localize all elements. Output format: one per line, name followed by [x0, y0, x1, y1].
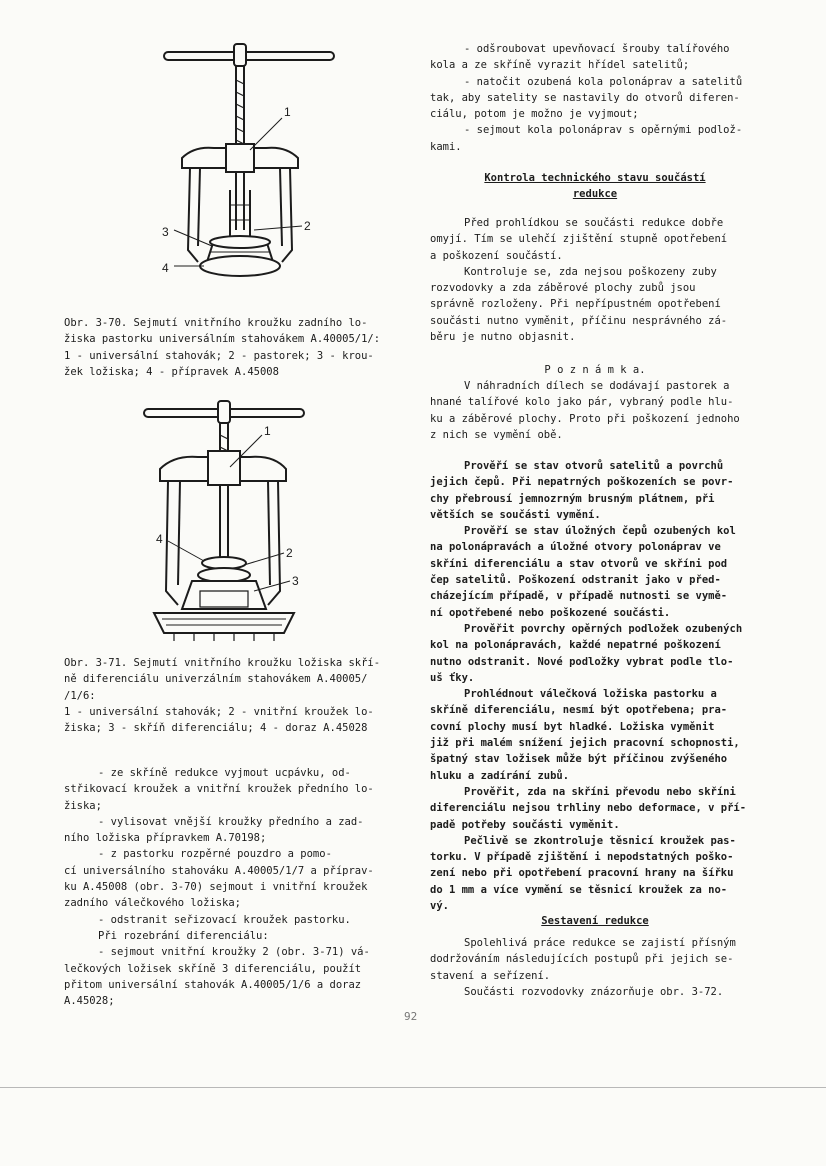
paragraph: Prověřit povrchy opěrných podložek ozubených kol na polonápravách, každé nepatrné poškození nutno odstranit. Nové podložky vybrat podle tlo- uš ťky.	[430, 622, 743, 684]
paragraph: - odšroubovat upevňovací šrouby talířového kola a ze skříně vyrazit hřídel satelitů;	[430, 43, 730, 72]
figure-3-70-puller-drawing	[154, 40, 394, 290]
figure-3-70-label-2: 2	[304, 219, 311, 233]
paragraph: Součásti rozvodovky znázorňuje obr. 3-72.	[464, 985, 724, 998]
figure-3-70-caption	[64, 315, 394, 380]
figure-3-71-label-4: 4	[156, 532, 163, 546]
caption-line: žiska pastorku universálním stahovákem A.40005/1/:	[64, 333, 381, 346]
section-heading: Kontrola technického stavu součástí redukce	[484, 172, 706, 201]
paragraph: Pečlivě se zkontroluje těsnicí kroužek pas- torku. V případě zjištění i nepodstatných poško- zení nebo při opotřebení pracovní hrany na šířku do 1 mm a více vymění se těsnicí kroužek za no- vý.	[430, 834, 736, 913]
left-body-text	[64, 765, 394, 1009]
caption-line: 1 - universální stahovák; 2 - vnitřní kroužek lo-	[64, 705, 374, 718]
caption-line: ně diferenciálu univerzálním stahovákem A.40005/	[64, 673, 368, 686]
note-text: V náhradních dílech se dodávají pastorek a hnané talířové kolo jako pár, vybraný podle hlu- ku a záběrové plochy. Proto při poškození jednoho z nich se vymění obě.	[430, 380, 740, 441]
paragraph: Prověří se stav otvorů satelitů a povrchů jejich čepů. Při nepatrných poškozeních se povr- chy přebrousí jemnozrným brusným plátnem, při větších se součásti vymění.	[430, 460, 734, 521]
figure-3-70-label-1: 1	[284, 105, 291, 119]
paragraph: - ze skříně redukce vyjmout ucpávku, od- střikovací kroužek a vnitřní kroužek předního lo- žiska;	[64, 767, 374, 812]
paragraph: - vylisovat vnější kroužky předního a zad- ního ložiska přípravkem A.70198;	[64, 815, 364, 845]
figure-3-71-label-3: 3	[292, 574, 299, 588]
figure-3-70-label-4: 4	[162, 261, 169, 275]
page-bottom-rule	[0, 1087, 826, 1088]
paragraph: Před prohlídkou se součásti redukce dobře omyjí. Tím se ulehčí zjištění stupně opotřebení a poškození součástí.	[430, 217, 728, 262]
paragraph: Při rozebrání diferenciálu:	[98, 929, 269, 942]
section-2-body	[430, 935, 760, 1000]
right-intro	[430, 41, 760, 155]
section-1b-body	[430, 458, 760, 914]
section-1-body	[430, 215, 760, 345]
caption-line: Obr. 3-71. Sejmutí vnitřního kroužku ložiska skří-	[64, 657, 381, 669]
page-number: 92	[404, 1010, 418, 1023]
section-heading: Sestavení redukce	[541, 915, 649, 927]
caption-line: /1/6:	[64, 689, 96, 702]
figure-3-70-label-3: 3	[162, 225, 169, 239]
paragraph: Spolehlivá práce redukce se zajistí přísným dodržováním následujících postupů při jejich se- stavení a seřízení.	[430, 937, 736, 982]
paragraph: Kontroluje se, zda nejsou poškozeny zuby rozvodovky a zda záběrové plochy zubů jsou správně rozloženy. Při nepřípustném opotřebení součásti nutno vyměnit, příčinu nesprávného zá- běru je nutno objasnit.	[430, 265, 728, 344]
paragraph: Prověřit, zda na skříni převodu nebo skříni diferenciálu nejsou trhliny nebo deformace, v pří- padě potřeby součásti vyměnit.	[430, 785, 747, 831]
figure-3-71-label-2: 2	[286, 546, 293, 560]
paragraph: - sejmout kola polonáprav s opěrnými podlož- kami.	[430, 124, 743, 153]
caption-line: žek ložiska; 4 - přípravek A.45008	[64, 365, 279, 378]
paragraph: Prohlédnout válečková ložiska pastorku a skříně diferenciálu, nesmí být opotřebena; pra- covní plochy musí byt hladké. Ložiska vyměnit již při malém snížení jejich pracovní schopnosti, špatný stav ložisek může být příčinou zvýšeného hluku a zadírání zubů.	[430, 688, 740, 782]
paragraph: - odstranit seřizovací kroužek pastorku.	[98, 913, 351, 926]
paragraph: Prověří se stav úložných čepů ozubených kol na polonápravách a úložné otvory polonáprav ve skříni diferenciálu a stav otvorů ve skříni pod čep satelitů. Poškození odstranit jako v před- cházejícím případě, v případě nutnosti se vymě- ní opotřebené nebo poškozené součásti.	[430, 525, 736, 619]
paragraph: - natočit ozubená kola polonáprav a satelitů tak, aby satelity se nastavily do otvorů diferen- ciálu, potom je možno je vyjmout;	[430, 75, 743, 121]
figure-3-71-label-1: 1	[264, 424, 271, 438]
caption-line: žiska; 3 - skříň diferenciálu; 4 - doraz A.45028	[64, 722, 368, 735]
caption-line: 1 - universální stahovák; 2 - pastorek; 3 - krou-	[64, 349, 374, 362]
note-heading: P o z n á m k a.	[544, 364, 646, 376]
figure-3-71-puller-drawing	[134, 395, 384, 650]
figure-3-71-caption	[64, 655, 394, 736]
paragraph: - sejmout vnitřní kroužky 2 (obr. 3-71) vá- lečkových ložisek skříně 3 diferenciálu, použít přitom universální stahovák A.40005/1/6 a doraz A.45028;	[64, 946, 370, 1008]
paragraph: - z pastorku rozpěrné pouzdro a pomo- cí universálního stahováku A.40005/1/7 a příprav- ku A.45008 (obr. 3-70) sejmout i vnitřní kroužek zadního válečkového ložiska;	[64, 848, 374, 910]
caption-line: Obr. 3-70. Sejmutí vnitřního kroužku zadního lo-	[64, 317, 368, 329]
